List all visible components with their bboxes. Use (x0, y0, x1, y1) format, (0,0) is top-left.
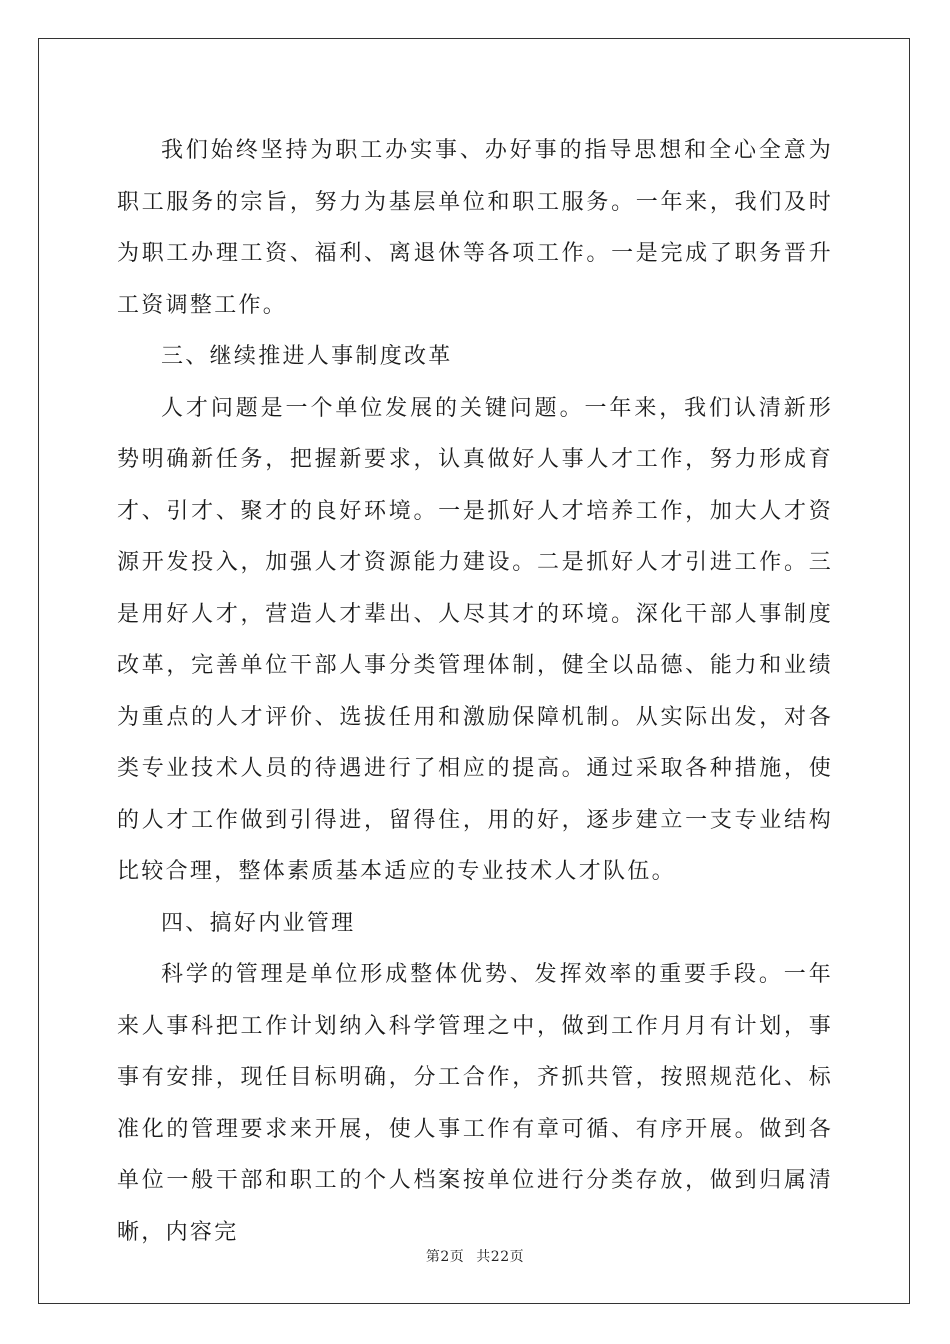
document-body (117, 125, 833, 1258)
page-total: 共22页 (476, 1249, 525, 1265)
section-heading-3: 三、继续推进人事制度改革 (161, 344, 453, 369)
paragraph-management: 科学的管理是单位形成整体优势、发挥效率的重要手段。一年来人事科把工作计划纳入科学管理之中，做到工作月月有计划，事事有安排，现任目标明确，分工合作，齐抓共管，按照规范化、标准化的管理要求来开展，使人事工作有章可循、有序开展。做到各单位一般干部和职工的个人档案按单位进行分类存放，做到归属清晰，内容完 (117, 962, 833, 1245)
page-number: 第2页 (425, 1249, 465, 1265)
paragraph-worker-service: 我们始终坚持为职工办实事、办好事的指导思想和全心全意为职工服务的宗旨，努力为基层单位和职工服务。一年来，我们及时为职工办理工资、福利、离退休等各项工作。一是完成了职务晋升工资调整工作。 (117, 138, 833, 318)
paragraph-talent: 人才问题是一个单位发展的关键问题。一年来，我们认清新形势明确新任务，把握新要求，认真做好人事人才工作，努力形成育才、引才、聚才的良好环境。一是抓好人才培养工作，加大人才资源开发投入，加强人才资源能力建设。二是抓好人才引进工作。三是用好人才，营造人才辈出、人尽其才的环境。深化干部人事制度改革，完善单位干部人事分类管理体制，健全以品德、能力和业绩为重点的人才评价、选拔任用和激励保障机制。从实际出发，对各类专业技术人员的待遇进行了相应的提高。通过采取各种措施，使的人才工作做到引得进，留得住，用的好，逐步建立一支专业结构比较合理，整体素质基本适应的专业技术人才队伍。 (117, 395, 833, 884)
page-footer (0, 1246, 950, 1266)
section-heading-4: 四、搞好内业管理 (161, 910, 356, 936)
